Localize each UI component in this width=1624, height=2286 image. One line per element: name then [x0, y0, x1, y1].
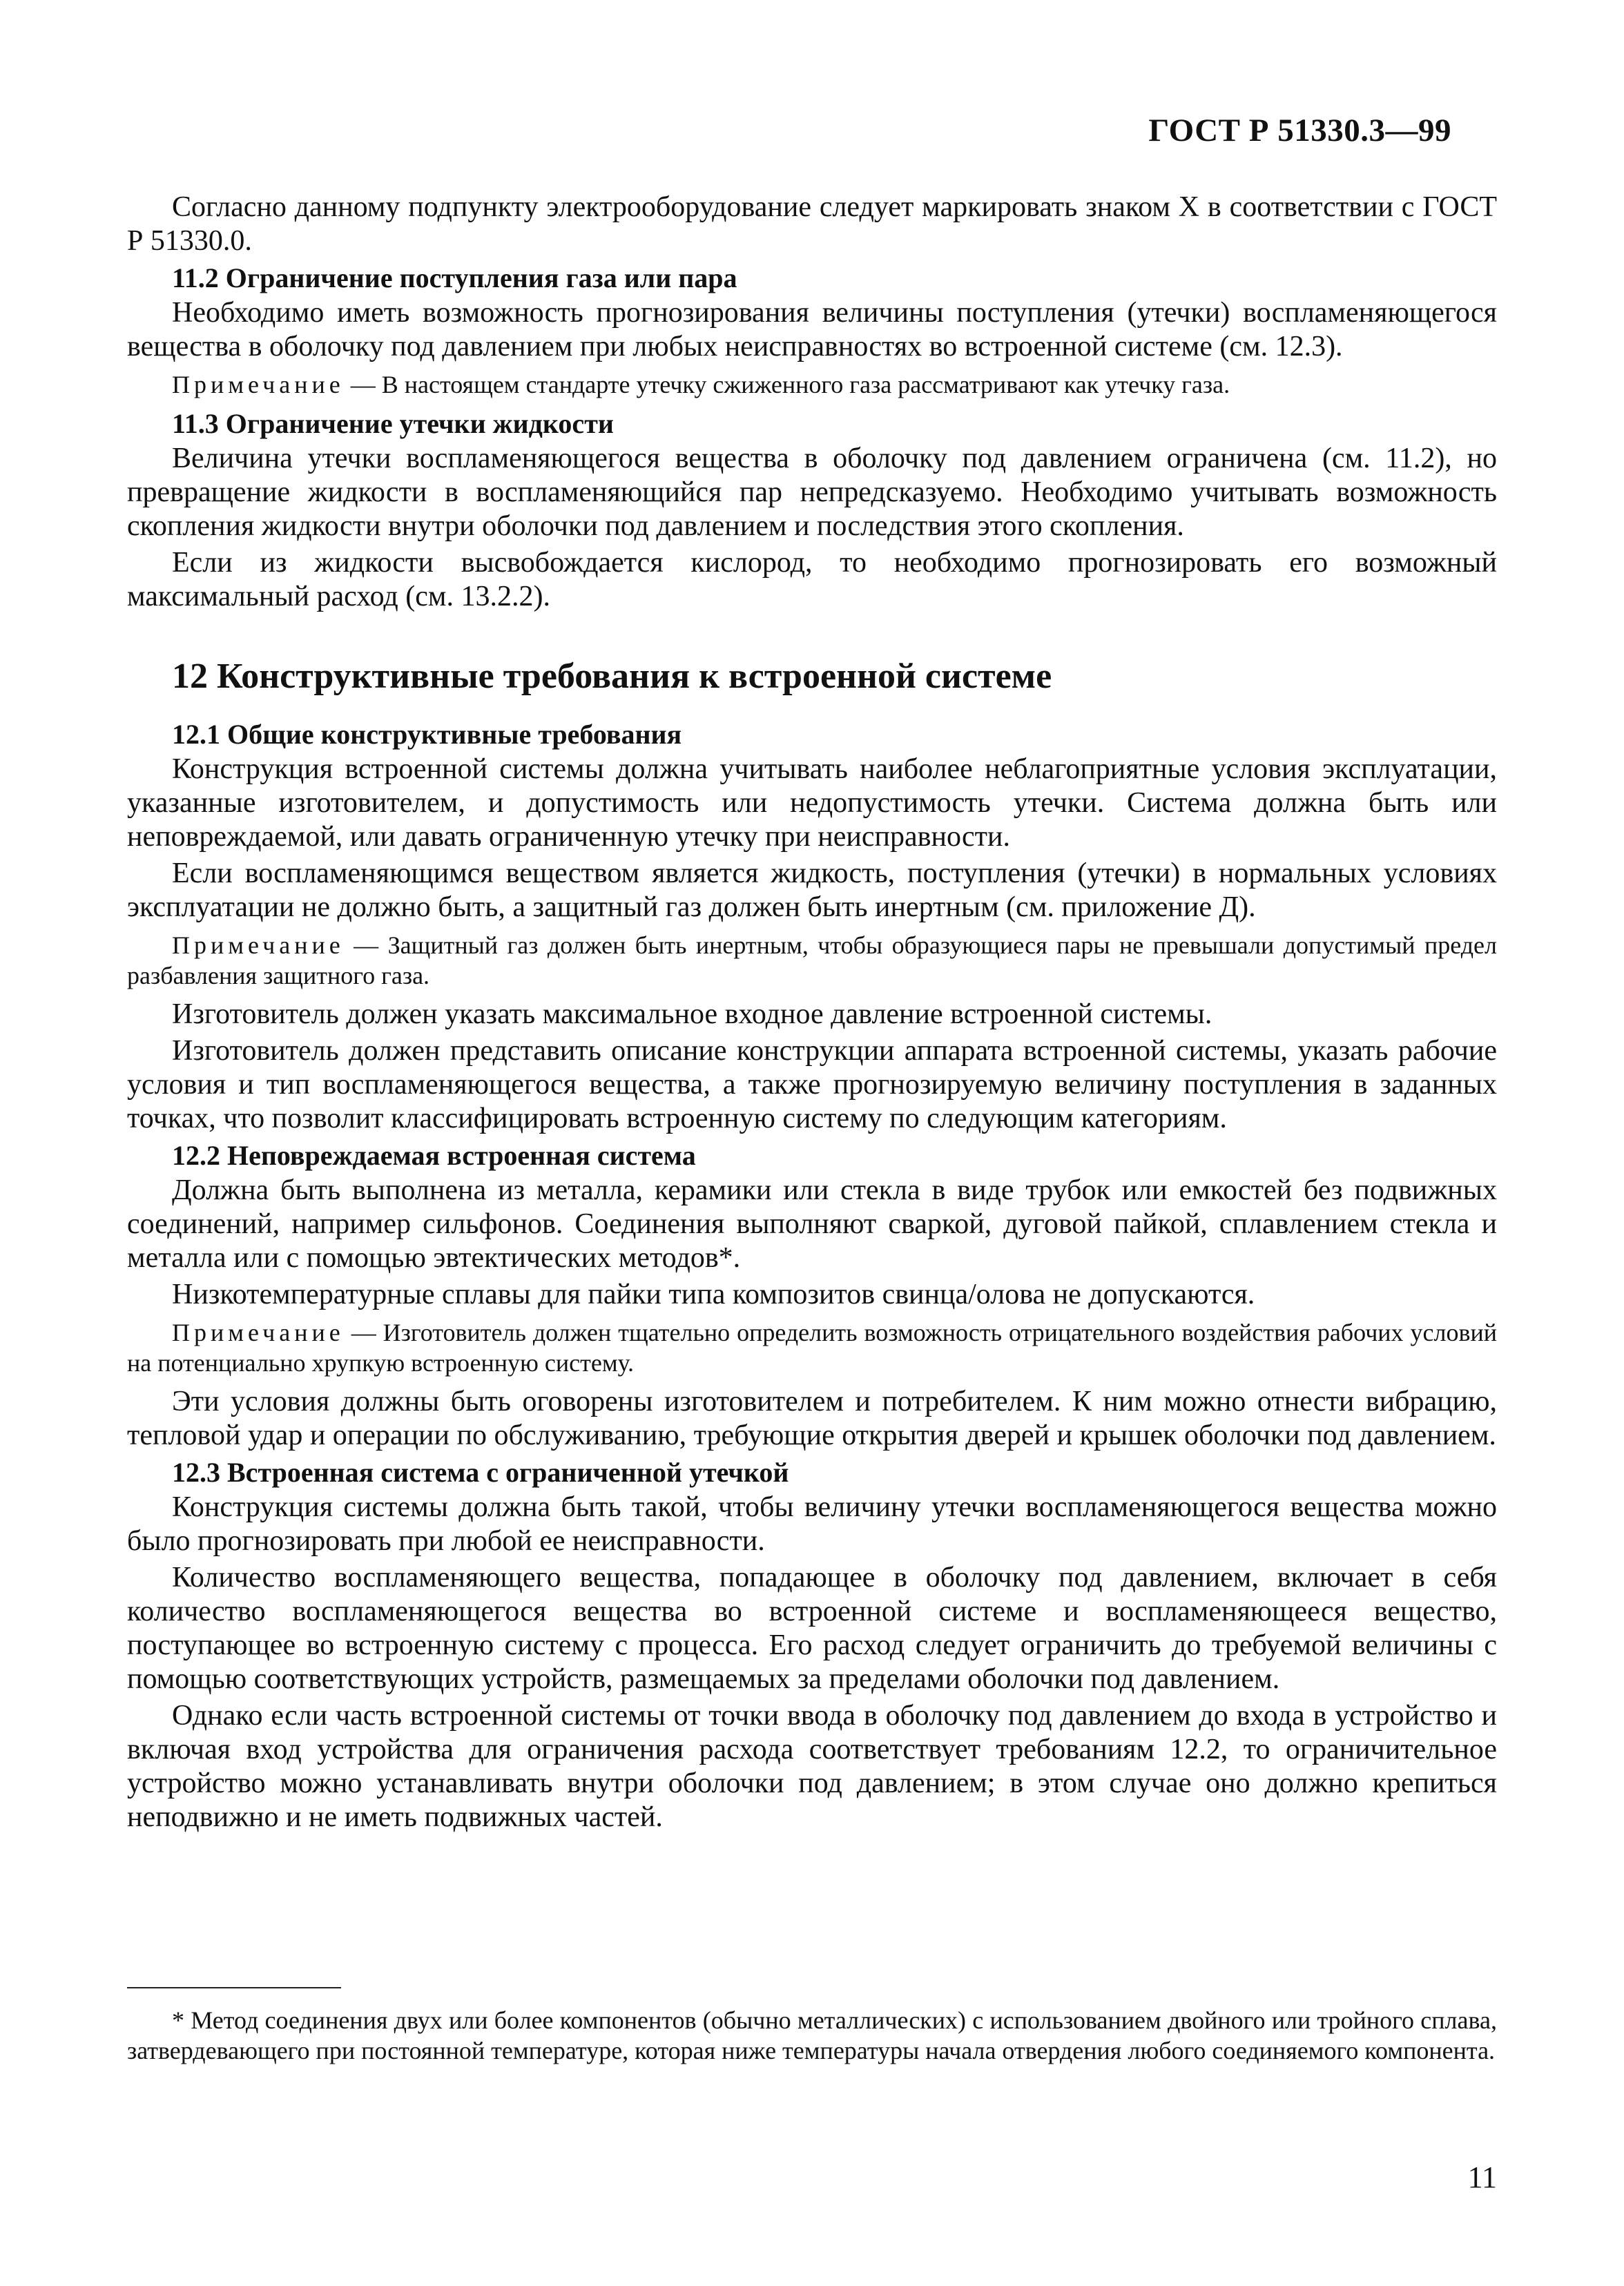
footnote-divider [127, 1987, 341, 1988]
heading-12-2: 12.2 Неповреждаемая встроенная система [172, 1140, 696, 1171]
footnote: * Метод соединения двух или более компонентов (обычно металлических) с использованием двойного или тройного сплава, затвердевающего при постоянной температуре, которая ниже температуры начала отвердения любого соединяемого компонента. [127, 2006, 1497, 2064]
heading-11-3: 11.3 Ограничение утечки жидкости [172, 408, 614, 439]
paragraph-intro: Согласно данному подпункту электрооборудование следует маркировать знаком X в соответствии с ГОСТ Р 51330.0. [127, 191, 1497, 257]
paragraph-12-3-b: Количество воспламеняющего вещества, попадающее в оболочку под давлением, включает в себя количество воспламеняющегося вещества во встроенной системе и воспламеняющееся вещество, поступающее во встроенную систему с процесса. Его расход следует ограничить до требуемой величины с помощью соответствующих устройств, размещаемых за пределами оболочки под давлением. [127, 1562, 1497, 1695]
paragraph-12-1-d: Изготовитель должен представить описание конструкции аппарата встроенной системы, указать рабочие условия и тип воспламеняющегося вещества, а также прогнозируемую величину поступления в заданных точках, что позволит классифицировать встроенную систему по следующим категориям. [127, 1035, 1497, 1134]
note-11-2 [127, 369, 1497, 400]
paragraph-12-2-c: Эти условия должны быть оговорены изготовителем и потребителем. К ним можно отнести вибрацию, тепловой удар и операции по обслуживанию, требующие открытия дверей и крышек оболочки под давлением. [127, 1386, 1497, 1451]
note-label: Примечание [172, 371, 345, 398]
paragraph-12-3-a: Конструкция системы должна быть такой, чтобы величину утечки воспламеняющегося вещества можно было прогнозировать при любой ее неисправности. [127, 1491, 1497, 1557]
paragraph-12-2-a: Должна быть выполнена из металла, керамики или стекла в виде трубок или емкостей без подвижных соединений, например сильфонов. Соединения выполняют сваркой, дуговой пайкой, сплавлением стекла и металла или с помощью эвтектических методов*. [127, 1174, 1497, 1274]
note-label: Примечание [172, 1319, 345, 1346]
paragraph-12-1-b: Если воспламеняющимся веществом является жидкость, поступления (утечки) в нормальных условиях эксплуатации не должно быть, а защитный газ должен быть инертным (см. приложение Д). [127, 858, 1497, 923]
note-text: — В настоящем стандарте утечку сжиженного газа рассматривают как утечку газа. [344, 371, 1230, 398]
note-12-1 [127, 930, 1497, 991]
heading-12-1: 12.1 Общие конструктивные требования [172, 719, 682, 750]
page-number: 11 [1467, 2160, 1497, 2194]
note-label: Примечание [172, 931, 345, 959]
paragraph-11-3-b: Если из жидкости высвобождается кислород, то необходимо прогнозировать его возможный максимальный расход (см. 13.2.2). [127, 547, 1497, 612]
paragraph-12-1-a: Конструкция встроенной системы должна учитывать наиболее неблагоприятные условия эксплуатации, указанные изготовителем, и допустимость или недопустимость утечки. Система должна быть или неповреждаемой, или давать ограниченную утечку при неисправности. [127, 753, 1497, 853]
heading-11-2: 11.2 Ограничение поступления газа или пара [172, 262, 737, 293]
heading-12-3: 12.3 Встроенная система с ограниченной утечкой [172, 1457, 789, 1488]
heading-12: 12 Конструктивные требования к встроенной системе [172, 657, 1052, 696]
note-12-2 [127, 1317, 1497, 1378]
document-code-header: ГОСТ Р 51330.3—99 [1148, 113, 1451, 148]
paragraph-11-3-a: Величина утечки воспламеняющегося вещества в оболочку под давлением ограничена (см. 11.2), но превращение жидкости в воспламеняющийся пар непредсказуемо. Необходимо учитывать возможность скопления жидкости внутри оболочки под давлением и последствия этого скопления. [127, 443, 1497, 542]
note-text: — Защитный газ должен быть инертным, чтобы образующиеся пары не превышали допустимый предел разбавления защитного газа. [127, 931, 1497, 989]
paragraph-12-2-b: Низкотемпературные сплавы для пайки типа композитов свинца/олова не допускаются. [172, 1279, 1255, 1310]
document-body [127, 191, 1497, 1837]
paragraph-11-2: Необходимо иметь возможность прогнозирования величины поступления (утечки) воспламеняющегося вещества в оболочку под давлением при любых неисправностях во встроенной системе (см. 12.3). [127, 297, 1497, 362]
note-text: — Изготовитель должен тщательно определить возможность отрицательного воздействия рабочих условий на потенциально хрупкую встроенную систему. [127, 1319, 1497, 1377]
paragraph-12-1-c: Изготовитель должен указать максимальное входное давление встроенной системы. [172, 998, 1212, 1030]
paragraph-12-3-c: Однако если часть встроенной системы от точки ввода в оболочку под давлением до входа в устройство и включая вход устройства для ограничения расхода соответствует требованиям 12.2, то ограничительное устройство можно устанавливать внутри оболочки под давлением; в этом случае оно должно крепиться неподвижно и не иметь подвижных частей. [127, 1700, 1497, 1833]
